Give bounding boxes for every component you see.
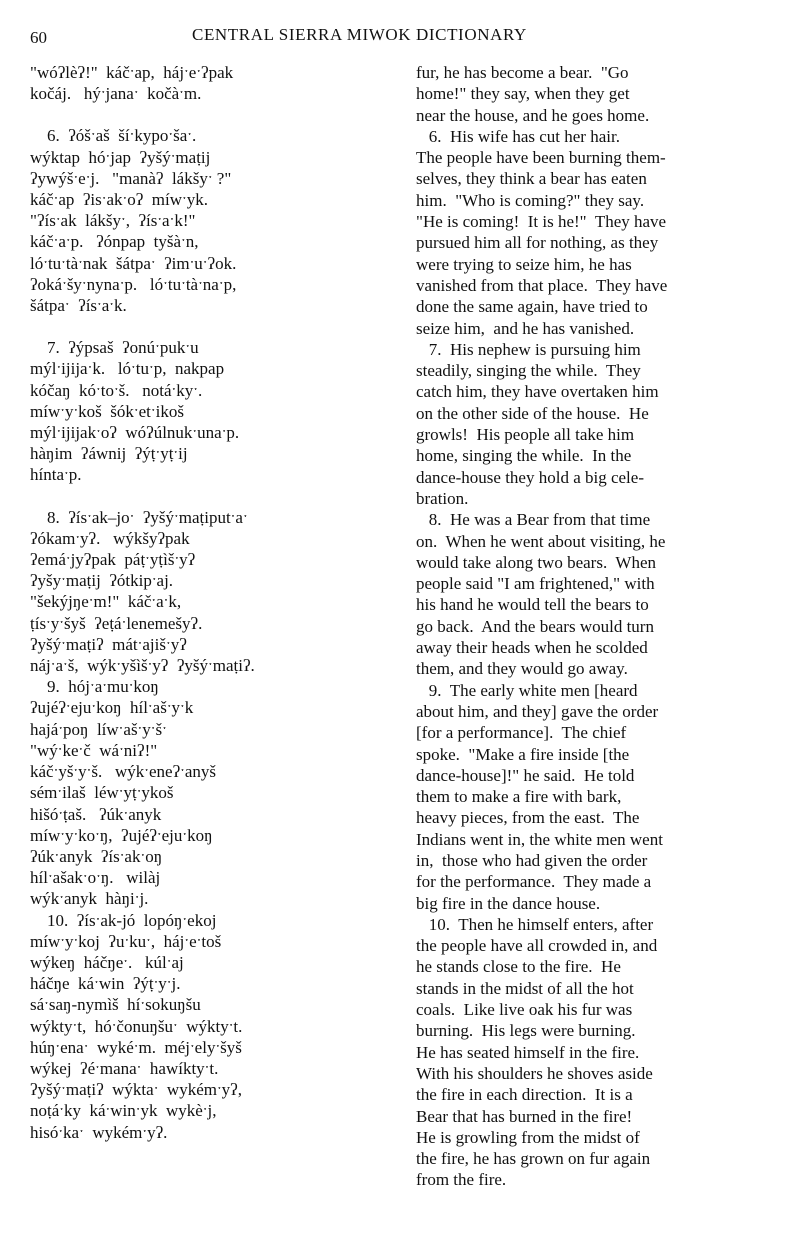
miwok-paragraph xyxy=(30,507,402,1143)
text-line: people said "I am frightened," with xyxy=(416,574,655,594)
text-line: done the same again, have tried to xyxy=(416,297,648,317)
text-line: were trying to seize him, he has xyxy=(416,254,632,274)
text-line: bration. xyxy=(416,488,469,508)
text-line: noṭáˑky káˑwinˑyk wykèˑj, xyxy=(30,1101,217,1121)
text-line: ʔujéʔˑejuˑkoŋ hílˑašˑyˑk xyxy=(30,698,194,718)
text-line: about him, and they] gave the order xyxy=(416,701,659,721)
english-paragraph xyxy=(416,914,778,1191)
text-line: mýlˑijijakˑoʔ wóʔúlnukˑunaˑp. xyxy=(30,423,240,443)
text-line: káčˑaˑp. ʔónpap tyšàˑn, xyxy=(30,232,199,252)
text-line: 7. ʔýpsaš ʔonúˑpukˑu xyxy=(30,338,199,358)
text-line: on the other side of the house. He xyxy=(416,403,649,423)
english-paragraph xyxy=(416,509,778,679)
text-line: sémˑilaš léwˑyṭˑykoš xyxy=(30,783,174,803)
text-line: on. When he went about visiting, he xyxy=(416,531,666,551)
text-line: káčˑap ʔisˑakˑoʔ míwˑyk. xyxy=(30,190,208,210)
page-number: 60 xyxy=(30,28,47,47)
text-line: "šekýjŋeˑm!" káčˑaˑk, xyxy=(30,592,182,612)
text-line: growls! His people all take him xyxy=(416,425,635,445)
text-line: 10. Then he himself enters, after xyxy=(416,914,654,934)
text-line: in, those who had given the order xyxy=(416,850,648,870)
text-line: big fire in the dance house. xyxy=(416,893,601,913)
text-line: ʔokáˑšyˑnynaˑp. lóˑtuˑtàˑnaˑp, xyxy=(30,274,237,294)
text-line: them, and they would go away. xyxy=(416,659,628,679)
text-line: hišóˑṭaš. ʔúkˑanyk xyxy=(30,804,162,824)
text-line: seize him, and he has vanished. xyxy=(416,318,635,338)
miwok-paragraph xyxy=(30,62,402,104)
text-line: go back. And the bears would turn xyxy=(416,616,654,636)
text-line: míwˑyˑkoš šókˑetˑikoš xyxy=(30,401,184,421)
english-paragraph xyxy=(416,339,778,509)
text-line: spoke. "Make a fire inside [the xyxy=(416,744,630,764)
text-line: he stands close to the fire. He xyxy=(416,957,621,977)
text-line: káčˑyšˑyˑš. wýkˑeneʔˑanyš xyxy=(30,762,217,782)
english-paragraph xyxy=(416,126,778,339)
text-line: "He is coming! It is he!" They have xyxy=(416,212,667,232)
text-line: 8. ʔísˑak–joˑ ʔyšýˑmaṭiputˑaˑ xyxy=(30,507,248,527)
text-line: 9. hójˑaˑmuˑkoŋ xyxy=(30,677,159,697)
text-line: hílˑašakˑoˑŋ. wilàj xyxy=(30,868,161,888)
text-line: kočáj. hýˑjanaˑ kočàˑm. xyxy=(30,84,202,104)
text-line: ʔyšýˑmaṭiʔ mátˑajišˑyʔ xyxy=(30,634,187,654)
text-line: "ʔísˑak lákšyˑ, ʔísˑaˑk!" xyxy=(30,211,196,231)
text-line: them to make a fire with bark, xyxy=(416,787,622,807)
text-line: for the performance. They made a xyxy=(416,872,652,892)
text-line: míwˑyˑkoj ʔuˑkuˑ, hájˑeˑtoš xyxy=(30,931,222,951)
text-line: ʔyšýˑmaṭiʔ wýktaˑ wykémˑyʔ, xyxy=(30,1080,242,1100)
text-line: He has seated himself in the fire. xyxy=(416,1042,640,1062)
text-line: burning. His legs were burning. xyxy=(416,1021,636,1041)
text-line: vanished from that place. They have xyxy=(416,275,668,295)
text-line: hajáˑpoŋ líwˑašˑyˑšˑ xyxy=(30,719,167,739)
text-line: 6. His wife has cut her hair. xyxy=(416,126,620,146)
text-line: 6. ʔóšˑaš šíˑkypoˑšaˑ. xyxy=(30,126,197,146)
text-line: ʔywýšˑeˑj. "manàʔ lákšyˑ ?" xyxy=(30,168,232,188)
text-line: Indians went in, the white men went xyxy=(416,829,663,849)
text-line: wýktap hóˑjap ʔyšýˑmaṭij xyxy=(30,147,211,167)
text-line: Bear that has burned in the fire! xyxy=(416,1106,633,1126)
text-line: from the fire. xyxy=(416,1170,507,1190)
text-line: "wóʔlèʔ!" káčˑap, hájˑeˑʔpak xyxy=(30,63,234,82)
text-line: háčŋe káˑwin ʔýṭˑyˑj. xyxy=(30,974,181,994)
text-line: ṭísˑyˑšyš ʔeṭáˑlenemešyʔ. xyxy=(30,613,203,633)
miwok-column xyxy=(30,62,402,1143)
running-title: CENTRAL SIERRA MIWOK DICTIONARY xyxy=(192,25,527,44)
english-column xyxy=(416,62,778,1191)
text-line: catch him, they have overtaken him xyxy=(416,382,659,402)
text-line: 10. ʔísˑak-jó lopóŋˑekoj xyxy=(30,910,217,930)
text-line: heavy pieces, from the east. The xyxy=(416,808,640,828)
text-line: [for a performance]. The chief xyxy=(416,723,627,743)
miwok-paragraph xyxy=(30,125,402,316)
text-line: near the house, and he goes home. xyxy=(416,105,650,125)
text-line: the fire in each direction. It is a xyxy=(416,1085,633,1105)
text-line: wýkej ʔéˑmanaˑ hawíktyˑt. xyxy=(30,1058,219,1078)
text-line: mýlˑijijaˑk. lóˑtuˑp, nakpap xyxy=(30,359,225,379)
text-line: fur, he has become a bear. "Go xyxy=(416,63,629,82)
text-line: 9. The early white men [heard xyxy=(416,680,638,700)
text-line: hàŋim ʔáwnij ʔýṭˑyṭˑij xyxy=(30,444,188,464)
text-line: 8. He was a Bear from that time xyxy=(416,510,651,530)
text-line: lóˑtuˑtàˑnak šátpaˑ ʔimˑuˑʔok. xyxy=(30,253,237,273)
text-line: híntaˑp. xyxy=(30,465,82,485)
text-line: šátpaˑ ʔísˑaˑk. xyxy=(30,296,127,316)
text-line: the people have all crowded in, and xyxy=(416,936,658,956)
text-line: home, singing the while. In the xyxy=(416,446,632,466)
text-line: dance-house they hold a big cele- xyxy=(416,467,644,487)
text-line: ʔókamˑyʔ. wýkšyʔpak xyxy=(30,528,190,548)
english-paragraph xyxy=(416,680,778,914)
text-line: ʔyšyˑmaṭij ʔótkipˑaj. xyxy=(30,571,174,591)
text-line: pursued him all for nothing, as they xyxy=(416,233,659,253)
text-line: away their heads when he scolded xyxy=(416,638,648,658)
text-line: He is growling from the midst of xyxy=(416,1127,640,1147)
text-line: selves, they think a bear has eaten xyxy=(416,169,647,189)
text-line: his hand he would tell the bears to xyxy=(416,595,649,615)
text-line: "wýˑkeˑč wáˑniʔ!" xyxy=(30,740,158,760)
text-line: sáˑsaŋ-nymìš híˑsokuŋšu xyxy=(30,995,201,1015)
text-line: dance-house]!" he said. He told xyxy=(416,765,635,785)
text-line: kóčaŋ kóˑtoˑš. notáˑkyˑ. xyxy=(30,380,203,400)
text-line: With his shoulders he shoves aside xyxy=(416,1063,653,1083)
text-line: would take along two bears. When xyxy=(416,552,656,572)
miwok-paragraph xyxy=(30,337,402,485)
text-line: 7. His nephew is pursuing him xyxy=(416,339,641,359)
text-line: wýkˑanyk hàŋiˑj. xyxy=(30,889,149,909)
text-line: míwˑyˑkoˑŋ, ʔujéʔˑejuˑkoŋ xyxy=(30,825,213,845)
text-line: ʔemáˑjyʔpak páṭˑyṭìšˑyʔ xyxy=(30,550,196,570)
text-line: húŋˑenaˑ wykéˑm. méjˑelyˑšyš xyxy=(30,1037,242,1057)
text-line: ʔúkˑanyk ʔísˑakˑoŋ xyxy=(30,846,163,866)
text-line: coals. Like live oak his fur was xyxy=(416,1000,633,1020)
text-line: hisóˑkaˑ wykémˑyʔ. xyxy=(30,1122,168,1142)
text-line: home!" they say, when they get xyxy=(416,84,630,104)
text-line: steadily, singing the while. They xyxy=(416,361,641,381)
text-line: wýktyˑt, hóˑčonuŋšuˑ wýktyˑt. xyxy=(30,1016,243,1036)
text-line: stands in the midst of all the hot xyxy=(416,978,634,998)
text-line: the fire, he has grown on fur again xyxy=(416,1149,651,1169)
text-line: wýkeŋ háčŋeˑ. kúlˑaj xyxy=(30,952,184,972)
text-line: nájˑaˑš, wýkˑyšìšˑyʔ ʔyšýˑmaṭiʔ. xyxy=(30,656,255,676)
text-line: The people have been burning them- xyxy=(416,148,666,168)
text-line: him. "Who is coming?" they say. xyxy=(416,190,645,210)
english-paragraph xyxy=(416,62,778,126)
